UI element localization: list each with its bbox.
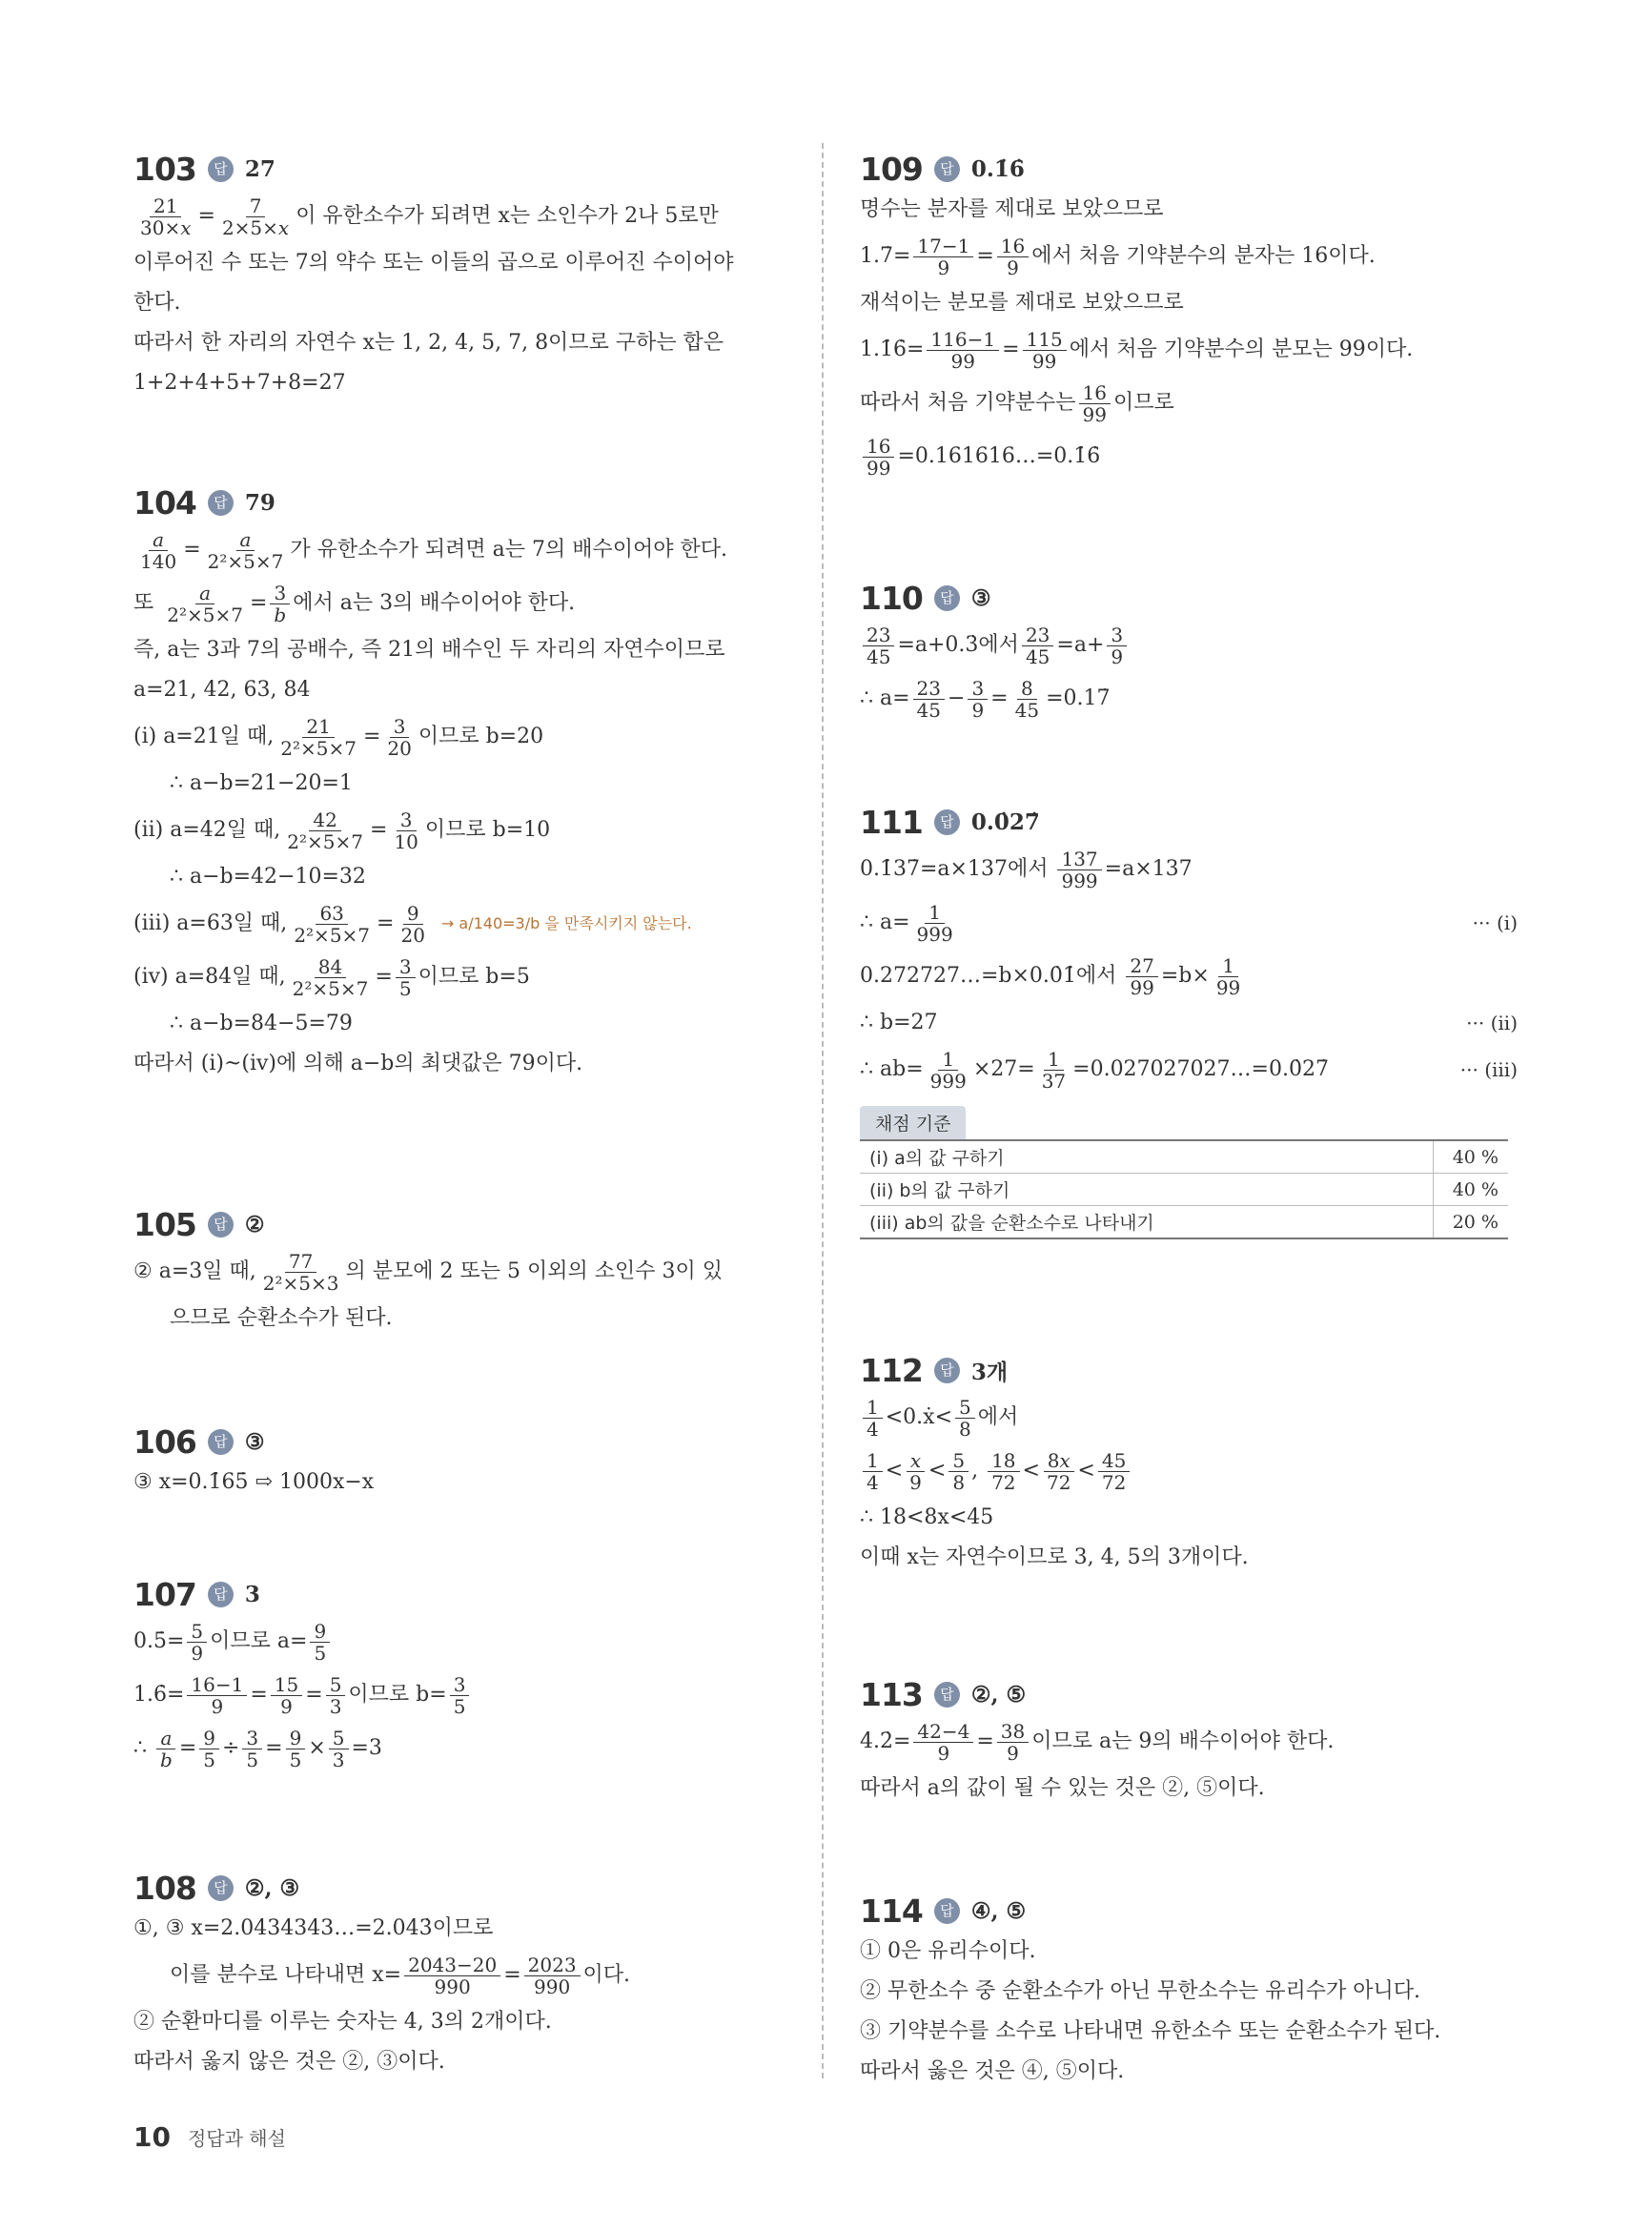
case-line: (iii) a=63일 때, 63 2²×5×7 = 9 20 → a/140=3/b 을 만족시키지 않는다. bbox=[133, 901, 692, 947]
solution-line: a 140 = a 2²×5×7 가 유한소수가 되려면 a는 7의 배수이어야 한다. bbox=[140, 527, 727, 573]
criterion: (i) a의 값 구하기 bbox=[860, 1140, 1434, 1174]
case-line: (i) a=21일 때, 21 2²×5×7 = 3 20 이므로 b=20 bbox=[133, 714, 544, 760]
solution-line: ③ x=0.1̇65̇ ⇨ 1000x−x bbox=[133, 1470, 375, 1494]
percent: 40 % bbox=[1434, 1140, 1509, 1174]
solution-line: ∴ ab= $\frac{1}{999}$ ×27= $\frac{1}{37}$ =0.027027027…=0.0̇27̇ ··· (iii) bbox=[860, 1047, 1518, 1093]
answer-badge: 답 bbox=[934, 1682, 960, 1708]
answer: 3 bbox=[244, 1581, 260, 1607]
solution-line: 0.272727…=b×0.0̇1̇에서 $\frac{27}{99}$ =b× $\frac{1}{99}$ bbox=[860, 953, 1241, 999]
text: =0.17̇ bbox=[1046, 686, 1111, 710]
problem-number: 113 bbox=[860, 1675, 923, 1713]
solution-line: 따라서 한 자리의 자연수 x는 1, 2, 4, 5, 7, 8이므로 구하는 합은 bbox=[133, 331, 724, 355]
conclusion: 따라서 (i)~(iv)에 의해 a−b의 최댓값은 79이다. bbox=[133, 1052, 583, 1075]
solution-line: ∴ a= $\frac{1}{999}$ ··· (i) bbox=[860, 900, 1518, 946]
text: 이다. bbox=[582, 1963, 631, 1987]
problem-number: 112 bbox=[860, 1351, 923, 1389]
text: 의 분모에 2 또는 5 이외의 소인수 3이 있 bbox=[345, 1259, 723, 1283]
answer: 0.1̇6̇ bbox=[970, 155, 1025, 182]
problem-107 bbox=[133, 1573, 791, 1775]
step-tag: ··· (i) bbox=[1472, 911, 1518, 934]
text: =a+0.3̇에서 bbox=[897, 633, 1019, 657]
answer-badge: 답 bbox=[208, 1875, 234, 1901]
solution-line: ② a=3일 때, 77 2²×5×3 의 분모에 2 또는 5 이외의 소인수 3이 있 bbox=[133, 1249, 723, 1295]
step-tag: ··· (iii) bbox=[1459, 1058, 1518, 1081]
solution-line: 1 4 <0.ẋ< 5 8 에서 bbox=[860, 1391, 1518, 1444]
solution-line: a=21, 42, 63, 84 bbox=[133, 678, 311, 702]
text: 에서 처음 기약분수의 분모는 99이다. bbox=[1069, 338, 1414, 361]
solution-line: $\frac{16}{99}$ =0.161616…=0.1̇6̇ bbox=[860, 430, 1518, 483]
text: 1.7̇= bbox=[860, 244, 911, 268]
text: (ii) a=42일 때, bbox=[133, 818, 281, 842]
solution-line: $\frac{23}{45}$ =a+0.3̇에서 $\frac{23}{45}$ =a+ $\frac{3}{9}$ bbox=[860, 619, 1518, 672]
text: (iii) a=63일 때, bbox=[133, 911, 288, 935]
answer: ③ bbox=[970, 584, 991, 611]
text: 이므로 a= bbox=[210, 1629, 308, 1653]
problem-105 bbox=[133, 1203, 791, 1339]
solution-line: 1.6̇= $\frac{16-1}{9}$ = 15 9 = 5 3 이므로 b= $\frac{3}{5}$ bbox=[133, 1668, 791, 1722]
problem-113 bbox=[860, 1673, 1518, 1809]
text: 0.272727…=b×0.0̇1̇에서 bbox=[860, 964, 1117, 988]
answer: ② bbox=[244, 1211, 265, 1238]
criterion: (iii) ab의 값을 순환소수로 나타내기 bbox=[860, 1206, 1434, 1239]
text: 이므로 b= bbox=[348, 1683, 447, 1707]
text: ∴ a= bbox=[860, 686, 910, 710]
problem-103 bbox=[133, 148, 791, 403]
text: =a×137 bbox=[1104, 857, 1193, 881]
solution-line: ③ 기약분수를 소수로 나타내면 유한소수 또는 순환소수가 된다. bbox=[860, 2019, 1441, 2043]
grading-table bbox=[860, 1139, 1508, 1239]
problem-110 bbox=[860, 577, 1518, 726]
problem-109 bbox=[860, 148, 1518, 483]
solution-line: 1 4 < x 9 < 5 8 , 18 72 < 8x 72 < 45 72 bbox=[860, 1444, 1518, 1498]
text: 1.6̇= bbox=[133, 1683, 185, 1707]
solution-line: ① 0은 유리수이다. bbox=[860, 1939, 1036, 1963]
answer: ④, ⑤ bbox=[970, 1897, 1027, 1924]
percent: 40 % bbox=[1434, 1174, 1509, 1206]
table-row bbox=[860, 1140, 1508, 1174]
solution-line: 따라서 옳지 않은 것은 ②, ③이다. bbox=[133, 2050, 445, 2074]
text: 에서 처음 기약분수의 분자는 16이다. bbox=[1031, 244, 1376, 268]
solution-line: 1.7̇= $\frac{17-1}{9}$ = 16 9 에서 처음 기약분수의 분자는 16이다. bbox=[860, 234, 1376, 279]
text: ∴ ab= bbox=[860, 1057, 924, 1081]
solution-line: 이때 x는 자연수이므로 3, 4, 5의 3개이다. bbox=[860, 1545, 1249, 1569]
text: 0.1̇37̇=a×137에서 bbox=[860, 857, 1049, 881]
solution-line: 4.2̇= $\frac{42-4}{9}$ = 38 9 이므로 a는 9의 배수이어야 한다. bbox=[860, 1719, 1335, 1765]
solution-line: 0.1̇37̇=a×137에서 $\frac{137}{999}$ =a×137 bbox=[860, 847, 1193, 892]
answer-badge: 답 bbox=[934, 809, 960, 835]
percent: 20 % bbox=[1434, 1206, 1509, 1239]
answer-badge: 답 bbox=[208, 1212, 234, 1238]
text: 이를 분수로 나타내면 x= bbox=[170, 1963, 402, 1987]
problem-number: 105 bbox=[133, 1205, 196, 1243]
answer: 79 bbox=[244, 489, 275, 516]
text: 이 유한소수가 되려면 x는 소인수가 2나 5로만 bbox=[296, 204, 719, 228]
answer: 0.0̇27̇ bbox=[970, 808, 1040, 835]
text: (i) a=21일 때, bbox=[133, 725, 275, 748]
solution-line: 으므로 순환소수가 된다. bbox=[170, 1306, 393, 1330]
text: 0.5̇= bbox=[133, 1629, 185, 1653]
solution-line: 이를 분수로 나타내면 x= $\frac{2043-20}{990}$ = 2023 990 이다. bbox=[170, 1953, 631, 1998]
page-number: 10 bbox=[133, 2121, 171, 2153]
text: 이므로 b=5 bbox=[418, 965, 530, 989]
text: 4.2̇= bbox=[860, 1729, 911, 1753]
grading-criteria bbox=[860, 1106, 1508, 1239]
grading-title: 채점 기준 bbox=[860, 1106, 966, 1139]
answer: ②, ③ bbox=[244, 1874, 300, 1901]
answer-badge: 답 bbox=[208, 156, 234, 182]
solution-line: 21 30×x = 7 2×5×x 이 유한소수가 되려면 x는 소인수가 2나 5로만 bbox=[133, 190, 791, 243]
solution-line: 1.1̇6̇= $\frac{116-1}{99}$ = 115 99 에서 처음 기약분수의 분모는 99이다. bbox=[860, 327, 1414, 373]
solution-line: 또 a 2²×5×7 = 3 b 에서 a는 3의 배수이어야 한다. bbox=[133, 581, 576, 626]
case-result: ∴ a−b=21−20=1 bbox=[170, 771, 353, 795]
text: ∴ bbox=[133, 1736, 147, 1760]
fraction: 7 2×5×x bbox=[221, 194, 290, 239]
problem-106 bbox=[133, 1421, 791, 1503]
problem-number: 103 bbox=[133, 150, 196, 188]
problem-114 bbox=[860, 1890, 1518, 2092]
solution-line: 명수는 분자를 제대로 보았으므로 bbox=[860, 197, 1164, 221]
text: 이므로 b=20 bbox=[418, 725, 544, 748]
text: <0.ẋ< bbox=[885, 1405, 952, 1429]
solution-line: 이루어진 수 또는 7의 약수 또는 이들의 곱으로 이루어진 수이어야 bbox=[133, 251, 734, 275]
solution-line: 따라서 옳은 것은 ④, ⑤이다. bbox=[860, 2059, 1125, 2083]
text: 또 bbox=[133, 591, 154, 615]
solution-line: 한다. bbox=[133, 291, 181, 315]
case-line: (iv) a=84일 때, 84 2²×5×7 = 3 5 이므로 b=5 bbox=[133, 954, 530, 1000]
answer-badge: 답 bbox=[934, 1898, 960, 1924]
answer-badge: 답 bbox=[208, 490, 234, 516]
problem-number: 107 bbox=[133, 1575, 196, 1613]
text: 이므로 b=10 bbox=[424, 818, 551, 842]
solution-line: ∴ a b = 9 5 ÷ 3 5 = 9 5 × 5 3 =3 bbox=[133, 1726, 382, 1771]
answer-badge: 답 bbox=[934, 156, 960, 182]
answer-badge: 답 bbox=[208, 1429, 234, 1455]
problem-number: 114 bbox=[860, 1892, 923, 1930]
text: =b× bbox=[1160, 964, 1210, 988]
footer-title: 정답과 해설 bbox=[187, 2127, 286, 2150]
answer: ②, ⑤ bbox=[970, 1681, 1027, 1708]
table-row bbox=[860, 1206, 1508, 1239]
solution-line: 재석이는 분모를 제대로 보았으므로 bbox=[860, 291, 1184, 315]
text: 이므로 bbox=[1112, 391, 1174, 415]
text: ∴ b=27 bbox=[860, 1011, 938, 1034]
problem-112 bbox=[860, 1349, 1518, 1578]
problem-number: 110 bbox=[860, 579, 923, 617]
text: 1.1̇6̇= bbox=[860, 338, 925, 361]
problem-111 bbox=[860, 801, 1518, 1239]
annotation-note: → a/140=3/b 을 만족시키지 않는다. bbox=[440, 914, 692, 932]
text: =0.161616…=0.1̇6̇ bbox=[897, 444, 1101, 468]
solution-line: ② 무한소수 중 순환소수가 아닌 무한소수는 유리수가 아니다. bbox=[860, 1979, 1420, 2003]
text: 에서 a는 3의 배수이어야 한다. bbox=[293, 591, 576, 615]
case-result: ∴ a−b=42−10=32 bbox=[170, 865, 366, 889]
fraction: 21 30×x bbox=[140, 194, 192, 239]
answer: 3개 bbox=[970, 1359, 1009, 1385]
problem-104 bbox=[133, 481, 791, 1084]
solution-line bbox=[860, 1003, 1518, 1043]
page-footer bbox=[133, 2121, 286, 2153]
step-tag: ··· (ii) bbox=[1466, 1012, 1518, 1034]
case-line: (ii) a=42일 때, 42 2²×5×7 = 3 10 이므로 b=10 bbox=[133, 808, 551, 853]
solution-line: 1+2+4+5+7+8=27 bbox=[133, 371, 346, 395]
case-result: ∴ a−b=84−5=79 bbox=[170, 1012, 353, 1035]
text: 이므로 a는 9의 배수이어야 한다. bbox=[1031, 1729, 1335, 1753]
problem-number: 104 bbox=[133, 483, 196, 522]
problem-number: 111 bbox=[860, 803, 923, 841]
text: 에서 bbox=[977, 1405, 1019, 1429]
answer-badge: 답 bbox=[208, 1582, 234, 1607]
solution-line: 0.5̇= $\frac{5}{9}$ 이므로 a= $\frac{9}{5}$ bbox=[133, 1615, 791, 1668]
column-divider bbox=[822, 143, 824, 2078]
solution-line: 즉, a는 3과 7의 공배수, 즉 21의 배수인 두 자리의 자연수이므로 bbox=[133, 638, 725, 662]
solution-line: 따라서 a의 값이 될 수 있는 것은 ②, ⑤이다. bbox=[860, 1776, 1265, 1800]
text: ② a=3일 때, bbox=[133, 1259, 256, 1283]
answer: ③ bbox=[244, 1428, 265, 1455]
text: =a+ bbox=[1056, 633, 1105, 657]
text: 따라서 처음 기약분수는 bbox=[860, 391, 1076, 415]
answer: 27 bbox=[244, 155, 275, 182]
text: =0.027027027…=0.0̇27̇ bbox=[1072, 1057, 1329, 1081]
text: ∴ a= bbox=[860, 910, 910, 934]
answer-badge: 답 bbox=[934, 1358, 960, 1383]
solution-line: ∴ a= $\frac{23}{45}$ − 3 9 = $\frac{8}{45}$ =0.17̇ bbox=[860, 676, 1111, 722]
solution-line: 따라서 처음 기약분수는 16 99 이므로 bbox=[860, 380, 1174, 426]
text: (iv) a=84일 때, bbox=[133, 965, 286, 989]
problem-number: 108 bbox=[133, 1869, 196, 1907]
solution-line: ∴ 18<8x<45 bbox=[860, 1505, 994, 1529]
problem-108 bbox=[133, 1867, 791, 2082]
problem-number: 109 bbox=[860, 150, 923, 188]
problem-number: 106 bbox=[133, 1422, 196, 1461]
table-row bbox=[860, 1174, 1508, 1206]
solution-line: ①, ③ x=2.0434343…=2.04̇3̇이므로 bbox=[133, 1916, 494, 1940]
text: 가 유한소수가 되려면 a는 7의 배수이어야 한다. bbox=[290, 538, 727, 562]
answer-badge: 답 bbox=[934, 585, 960, 611]
solution-line: ② 순환마디를 이루는 숫자는 4, 3의 2개이다. bbox=[133, 2010, 552, 2034]
criterion: (ii) b의 값 구하기 bbox=[860, 1174, 1434, 1206]
